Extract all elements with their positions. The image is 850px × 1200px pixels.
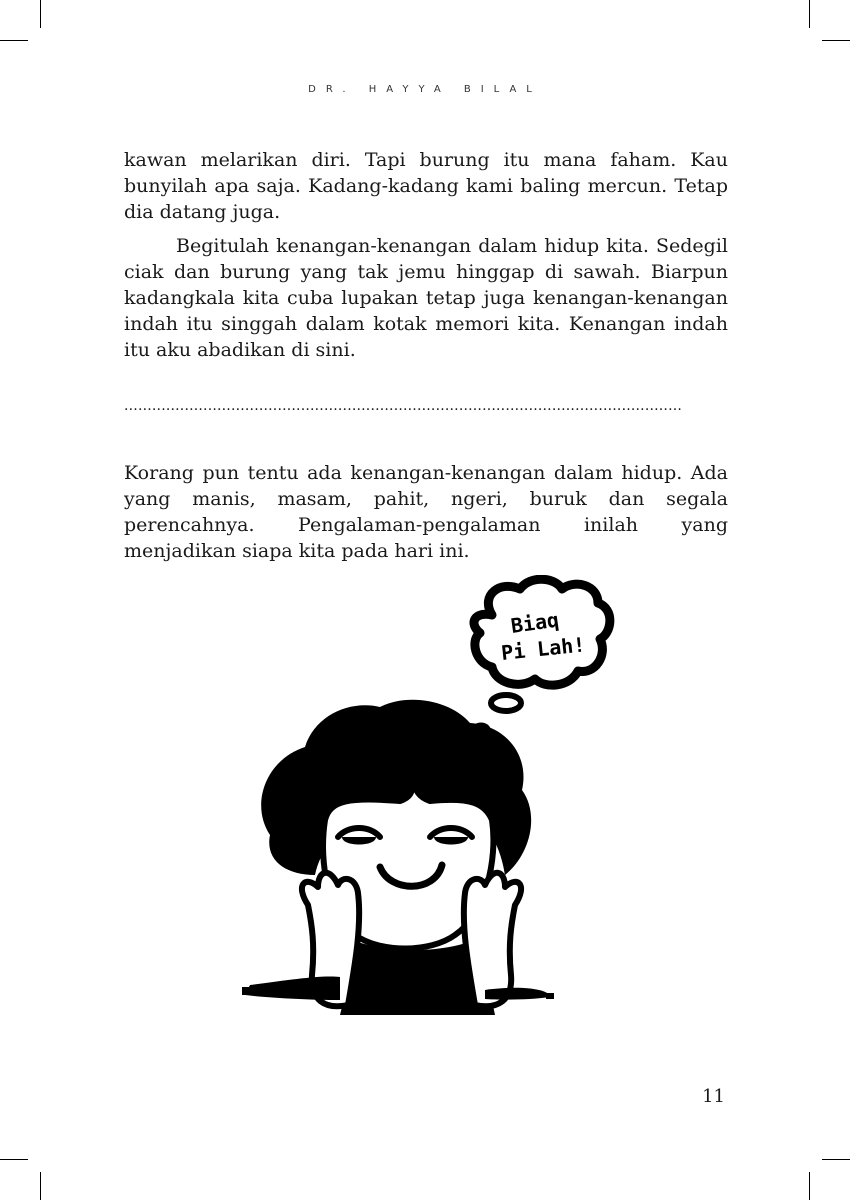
paragraph-2: Begitulah kenangan-kenangan dalam hidup kita. Sedegil ciak dan burung yang tak jemu hinggap di sawah. Biarpun kadangkala kita cuba lupakan tetap juga kenangan-kenangan indah itu singgah dalam kotak memori kita. Kenangan indah itu aku abadikan di sini. [124, 235, 728, 361]
ground-shadow [245, 977, 340, 1000]
crop-mark [822, 1159, 850, 1160]
crop-mark [822, 40, 850, 41]
crop-mark [0, 40, 28, 41]
crop-mark [40, 0, 41, 28]
crop-mark [809, 0, 810, 28]
right-hand [464, 873, 521, 1006]
writing-line: ........................................................................................................................ [124, 398, 683, 414]
paragraph-1: kawan melarikan diri. Tapi burung itu mana faham. Kau bunyilah apa saja. Kadang-kadang kami baling mercun. Tetap dia datang juga. [124, 149, 728, 223]
paragraph-3: Korang pun tentu ada kenangan-kenangan dalam hidup. Ada yang manis, masam, pahit, ngeri, buruk dan segala perencahnya. Pengalaman-pengalaman inilah yang menjadikan siapa kita pada hari ini. [124, 462, 728, 562]
running-head: DR. HAYYA BILAL [308, 84, 542, 95]
page-number: 11 [702, 1086, 725, 1107]
crop-mark [40, 1172, 41, 1200]
girl-illustration [230, 575, 630, 1015]
crop-mark [0, 1159, 28, 1160]
crop-mark [809, 1172, 810, 1200]
thought-bubble-small [491, 695, 521, 711]
thought-text-line2: Pi Lah! [500, 632, 587, 665]
thought-text-line1: Biaq [509, 607, 561, 638]
